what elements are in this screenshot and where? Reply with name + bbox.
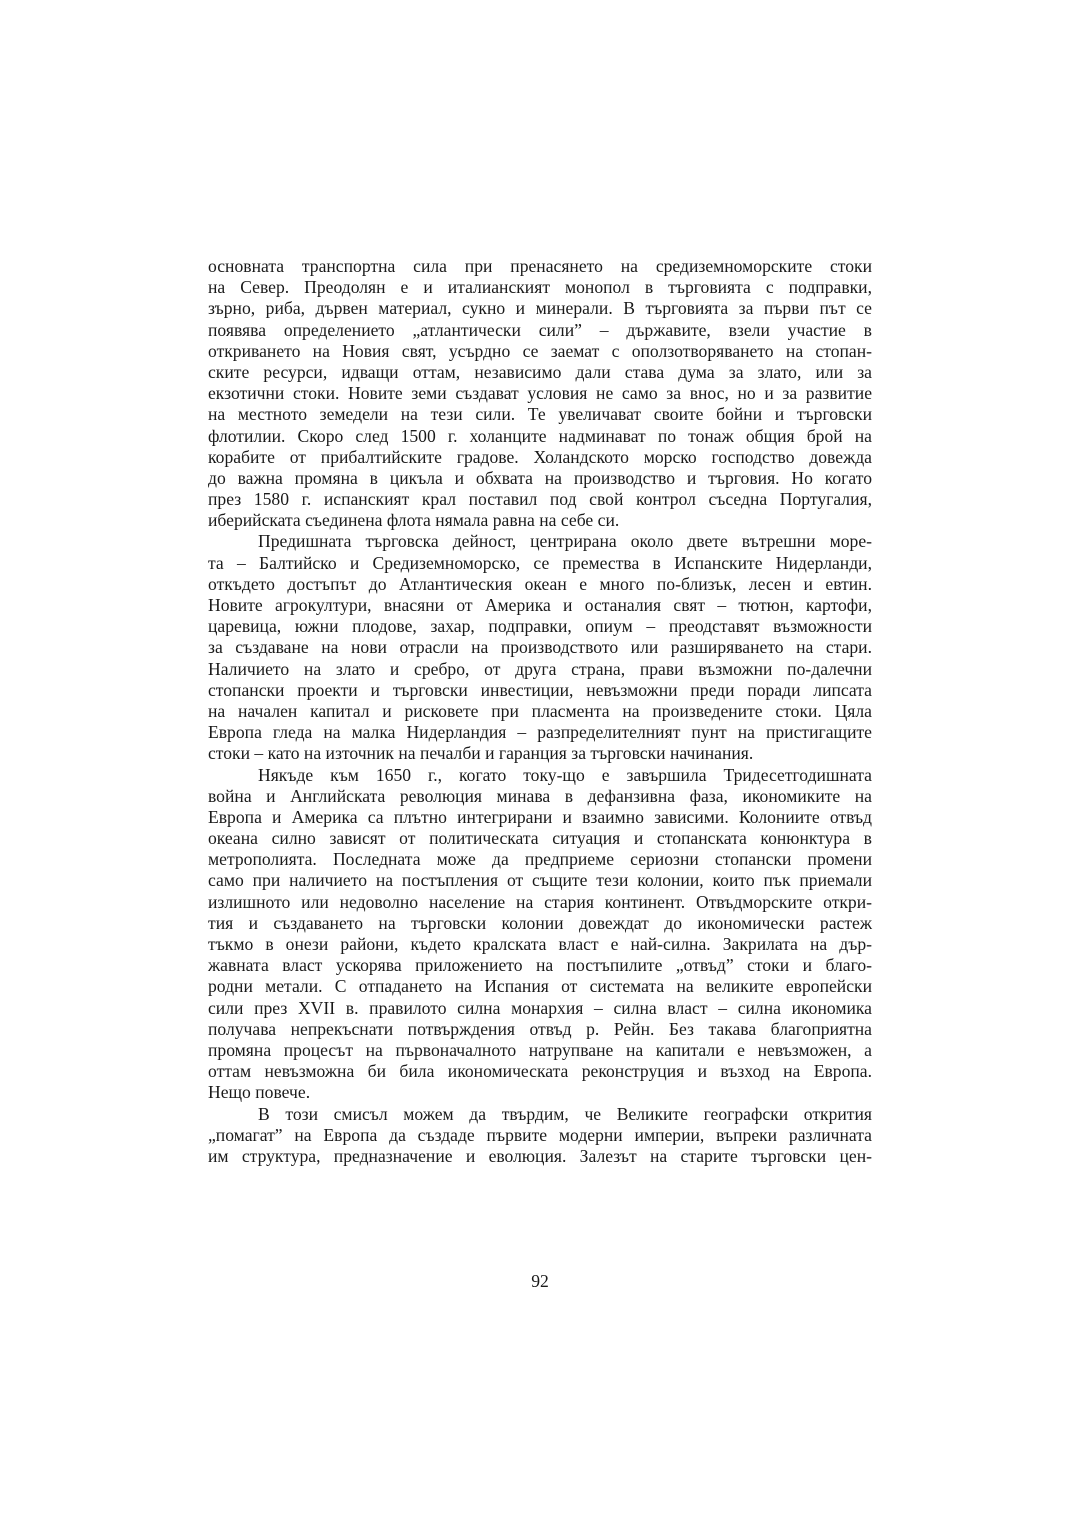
text-line: флотилии. Скоро след 1500 г. холанците надминават по тонаж общия брой на <box>208 425 872 446</box>
text-line: родни метали. С отпадането на Испания от системата на великите европейски <box>208 976 872 997</box>
text-line: жавната власт ускорява приложението на постъпилите „отвъд” стоки и благо- <box>208 955 872 976</box>
text-line: океана силно зависят от политическата ситуация и стопанската конюнктура в <box>208 828 872 849</box>
text-line: ските ресурси, идващи оттам, независимо дали става дума за злато, или за <box>208 361 872 382</box>
text-line: промяна процесът на първоначалното натрупване на капитали е невъзможен, а <box>208 1039 872 1060</box>
text-line: зърно, риба, дървен материал, сукно и минерали. В търговията за първи път се <box>208 298 872 319</box>
text-line: за създаване на нови отрасли на производството или разширяването на стари. <box>208 637 872 658</box>
text-line: царевица, южни плодове, захар, подправки, опиум – преодставят възможности <box>208 616 872 637</box>
text-line: появява определението „атлантически сили” – държавите, взели участие в <box>208 319 872 340</box>
text-line: на начален капитал и рисковете при пласмента на произведените стоки. Цяла <box>208 700 872 721</box>
text-line: на Север. Преодолян е и италианският монопол в търговията с подправки, <box>208 277 872 298</box>
text-line: стопански проекти и търговски инвестиции, невъзможни преди поради липсата <box>208 679 872 700</box>
text-line: получава непрекъснати потвърждения отвъд р. Рейн. Без такава благоприятна <box>208 1018 872 1039</box>
text-line: стоки – като на източник на печалби и гаранция за търговски начинания. <box>208 743 754 764</box>
text-line: само при наличието на постъпления от същите тези колонии, които пък приемали <box>208 870 872 891</box>
text-line: основната транспортна сила при пренасянето на средиземноморските стоки <box>208 256 872 276</box>
text-line: корабите от прибалтийските градове. Холандското морско господство довежда <box>208 446 872 467</box>
text-line: тъкмо в онези райони, където кралската власт е най-силна. Закрилата на дър- <box>208 934 872 954</box>
text-line: В този смисъл можем да твърдим, че Великите географски открития <box>258 1103 872 1124</box>
text-line: Нещо повече. <box>208 1082 311 1103</box>
text-line: Предишната търговска дейност, центрирана около двете вътрешни море- <box>258 531 872 552</box>
text-line: та – Балтийско и Средиземноморско, се премества в Испанските Нидерланди, <box>208 552 872 573</box>
text-line: откриването на Новия свят, усърдно се заемат с оползотворяването на стопан- <box>208 340 872 361</box>
text-line: екзотични стоки. Новите земи създават условия не само за внос, но и за развитие <box>208 383 872 404</box>
text-line: през 1580 г. испанският крал поставил под свой контрол съседна Португалия, <box>208 489 872 510</box>
text-line: сили през XVII в. правилото силна монархия – силна власт – силна икономика <box>208 997 872 1018</box>
text-line: Европа гледа на малка Нидерландия – разпределителният пунт на пристигащите <box>208 722 872 743</box>
text-line: Наличието на злато и сребро, от друга страна, прави възможни по-далечни <box>208 658 872 679</box>
text-line: метрополията. Последната може да предприеме сериозни стопански промени <box>208 849 872 870</box>
text-line: им структура, предназначение и еволюция. Залезът на старите търговски цен- <box>208 1145 872 1166</box>
text-line: Някъде към 1650 г., когато току-що е завършила Тридесетгодишната <box>258 764 872 785</box>
text-line: иберийската съединена флота нямала равна на себе си. <box>208 510 620 531</box>
body-text <box>208 256 872 1167</box>
text-line: Новите агрокултури, внасяни от Америка и останалия свят – тютюн, картофи, <box>208 595 872 615</box>
text-line: „помагат” на Европа да създаде първите модерни империи, въпреки различната <box>208 1124 872 1145</box>
text-line: излишното или недоволно население на стария континент. Отвъдморските откри- <box>208 891 872 912</box>
text-line: до важна промяна в цикъла и обхвата на производство и търговия. Но когато <box>208 467 872 488</box>
text-line: Европа и Америка са плътно интегрирани и взаимно зависими. Колониите отвъд <box>208 806 872 827</box>
page-number: 92 <box>531 1271 549 1291</box>
text-line: война и Английската революция минава в дефанзивна фаза, икономиките на <box>208 785 872 806</box>
text-line: на местното земедели на тези сили. Те увеличават своите бойни и търговски <box>208 404 872 425</box>
text-line: тия и създаването на търговски колонии довеждат до икономически растеж <box>208 912 872 933</box>
text-line: оттам невъзможна би била икономическата реконструция и възход на Европа. <box>208 1061 872 1082</box>
text-line: откъдето достъпът до Атлантическия океан е много по-близък, лесен и евтин. <box>208 573 872 594</box>
